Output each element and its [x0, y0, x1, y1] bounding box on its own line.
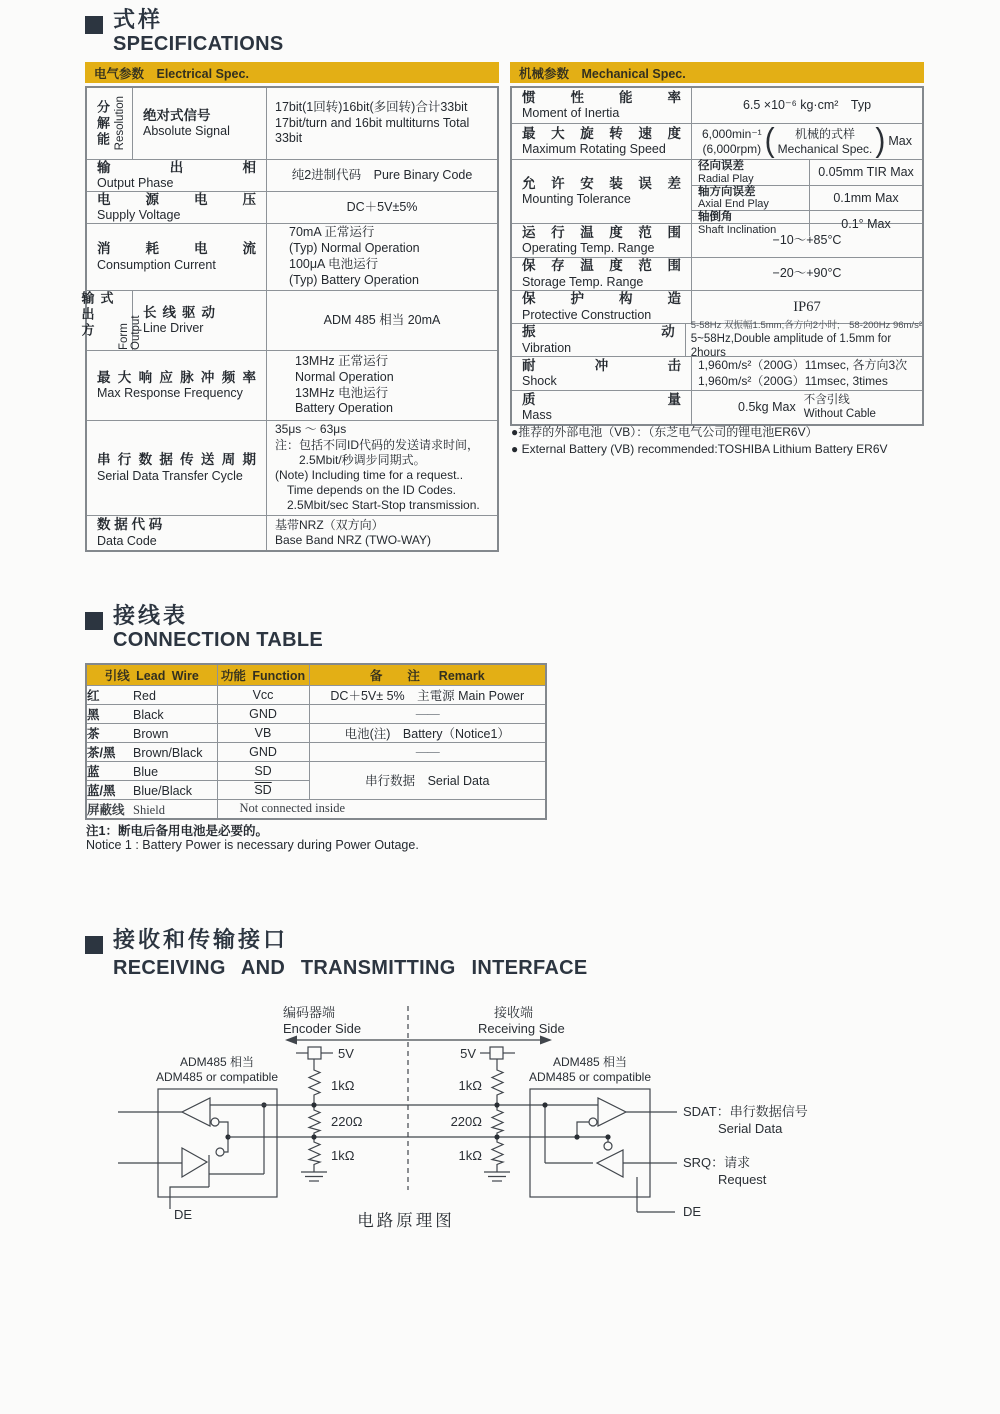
electrical-table-body [79, 86, 499, 552]
wire-color-en: Black [133, 707, 164, 722]
function-cell: SD [217, 761, 309, 780]
row-value [267, 421, 497, 515]
value-line: 5~58Hz,Double amplitude of 1.5mm for 2hours [690, 332, 892, 359]
value-line: 100μA 电池运行 [289, 257, 379, 271]
value-line: 注：包括不同ID代码的发送请求时间， [275, 437, 480, 452]
value-line: Normal Operation [295, 369, 394, 384]
subrow-axial-end-play [692, 185, 922, 211]
table-row-shock [512, 356, 922, 390]
subrow-label [692, 186, 810, 211]
value-line: Time depends on the ID Codes. [275, 483, 456, 498]
table-row-inertia [512, 88, 922, 123]
value-line: 6.5 ×10⁻⁶ kg·cm² Typ [742, 97, 872, 112]
subrow-radial-play [692, 160, 922, 185]
value-line: 1,960m/s²（200G）11msec, 3times [698, 373, 888, 388]
row-value [267, 160, 497, 191]
connection-table [85, 663, 547, 820]
left-transceiver-circuit [118, 1089, 277, 1209]
connection-title-cn: 接线表 [113, 603, 189, 628]
row-label [512, 391, 692, 424]
value-line: IP67 [793, 298, 821, 315]
left-r1-label: 1kΩ [331, 1078, 355, 1093]
lead-wire-cell [86, 742, 217, 761]
receiving-side-label-en: Receiving Side [478, 1021, 565, 1036]
label-en: Serial Data Transfer Cycle [97, 468, 243, 483]
row-value [267, 291, 497, 350]
interface-title-cn: 接收和传输接口 [113, 927, 289, 952]
table-row-consumption-current [87, 223, 497, 290]
label-en: Resolution [114, 96, 126, 151]
table-row-output-phase [87, 159, 497, 191]
right-chip-label-en: ADM485 or compatible [528, 1070, 652, 1084]
table-row-data-code [87, 515, 497, 550]
lead-wire-cell [86, 685, 217, 704]
value-line: Without Cable [803, 407, 876, 420]
label-en: Moment of Inertia [522, 106, 620, 121]
connection-title-en: CONNECTION TABLE [113, 629, 323, 651]
electrical-table-header: 电气参数 Electrical Spec. [85, 62, 499, 83]
subrow-value: 0.1mm Max [833, 191, 899, 206]
wire-color-cn: 蓝 [87, 764, 100, 779]
value-line: 1,960m/s²（200G）11msec, 各方向3次 [698, 358, 908, 373]
interface-circuit-diagram [90, 1000, 970, 1245]
table-row-mass [512, 390, 922, 424]
srq-label: SRQ：请求 [683, 1155, 751, 1170]
mechanical-spec-table [510, 62, 924, 426]
subrow-label [692, 160, 810, 185]
label-en: Axial End Play [698, 198, 769, 211]
table-row-serial-cycle [87, 420, 497, 515]
left-de-label: DE [174, 1207, 193, 1222]
label-cn: 惯 性 能 率 [522, 89, 681, 105]
table-row-rotating-speed [512, 123, 922, 159]
value-line: −20～+90°C [772, 266, 842, 281]
label-cn: 允 许 安 装 误 差 [522, 175, 681, 191]
srq-sublabel: Request [718, 1172, 767, 1187]
encoder-side-label-en: Encoder Side [283, 1021, 362, 1036]
connection-note-en: Notice 1 : Battery Power is necessary during Power Outage. [86, 838, 419, 852]
left-r2-label: 220Ω [331, 1114, 363, 1129]
lead-wire-cell [86, 799, 217, 819]
label-cn: 轴倒角 [698, 211, 733, 224]
label-cn: 振 动 [522, 324, 675, 340]
row-value [692, 258, 922, 290]
table-row-operating-temp [512, 223, 922, 257]
label-en: Supply Voltage [97, 208, 181, 223]
label-en: Output Form [117, 315, 142, 350]
table-row-resolution [87, 88, 497, 159]
row-value [692, 291, 922, 323]
value-line: (Typ) Battery Operation [289, 272, 419, 287]
label-en: Storage Temp. Range [522, 274, 644, 289]
function-cell: GND [217, 742, 309, 761]
table-row-protective [512, 290, 922, 323]
label-cn: 消 耗 电 流 [97, 241, 256, 257]
remark-cell: 电池(注) Battery（Notice1） [309, 723, 546, 742]
table-row-brown-black [86, 742, 546, 761]
value-line: Base Band NRZ (TWO-WAY) [275, 533, 432, 547]
table-row-output-form [79, 290, 497, 350]
row-label [133, 291, 267, 350]
label-en: Data Code [97, 533, 157, 548]
paren-content [778, 127, 873, 157]
right-r3-label: 1kΩ [458, 1148, 482, 1163]
row-label [87, 421, 267, 515]
battery-notes [511, 424, 888, 458]
mechanical-table-body [510, 86, 924, 426]
mechanical-table-header: 机械参数 Mechanical Spec. [510, 62, 924, 83]
table-row-brown [86, 723, 546, 742]
right-r1-label: 1kΩ [458, 1078, 482, 1093]
remark-cell-serial-data: 串行数据 Serial Data [309, 761, 546, 799]
row-value [267, 351, 497, 420]
table-row-black [86, 704, 546, 723]
value-line: 基带NRZ（双方向） [275, 517, 384, 532]
row-value [267, 88, 497, 159]
value-line: 2.5Mbit/秒调步同期式。 [275, 452, 426, 467]
value-line: (6,000rpm) [702, 141, 762, 156]
function-cell: Vcc [217, 685, 309, 704]
wire-color-en: Blue/Black [133, 783, 193, 798]
row-value [692, 357, 922, 390]
wire-color-en: Shield [133, 802, 165, 817]
right-5v-label: 5V [460, 1046, 476, 1061]
spec-title-en: SPECIFICATIONS [113, 33, 284, 55]
label-cn: 输 出 相 [97, 159, 256, 175]
value-line: Battery Operation [295, 401, 393, 416]
wire-color-cn: 红 [87, 688, 100, 703]
label-cn: 分解能 [95, 99, 110, 148]
label-cn: 保 存 温 度 范 围 [522, 258, 681, 274]
wire-color-en: Brown/Black [133, 745, 203, 760]
value-line: 纯2进制代码 Pure Binary Code [291, 167, 473, 182]
section-bullet-icon [85, 612, 103, 630]
right-transceiver-circuit [530, 1089, 677, 1212]
table-row-supply-voltage [87, 191, 497, 223]
label-en: Maximum Rotating Speed [522, 142, 666, 157]
value-line: (Note) Including time for a request.. [275, 468, 464, 482]
wire-color-en: Red [133, 688, 156, 703]
diagram-caption: 电路原理图 [357, 1212, 455, 1230]
encoder-side-label-cn: 编码器端 [283, 1005, 336, 1020]
row-label [87, 516, 267, 550]
spec-title-cn: 式样 [113, 7, 164, 32]
row-label [87, 224, 267, 290]
row-label [512, 88, 692, 123]
row-label [87, 160, 267, 191]
signal-rails [210, 1105, 608, 1137]
left-r3-label: 1kΩ [331, 1148, 355, 1163]
remark-cell: —— [309, 704, 546, 723]
remark-cell: —— [309, 742, 546, 761]
row-label [512, 160, 692, 223]
row-label [512, 124, 692, 159]
receiving-side-label-cn: 接收端 [494, 1005, 534, 1020]
row-value [692, 124, 922, 159]
value-line: 机械的式样 [795, 126, 856, 141]
row-label [512, 258, 692, 290]
paren-open: ( [764, 122, 775, 160]
table-row-max-response [87, 350, 497, 420]
row-value [692, 391, 922, 424]
value-line: −10～+85°C [772, 232, 842, 247]
value-line: (Typ) Normal Operation [289, 241, 420, 256]
left-chip-label-cn: ADM485 相当 [179, 1055, 255, 1069]
row-label [512, 291, 692, 323]
speed-values [702, 127, 762, 157]
header-remark: 备 注 Remark [309, 664, 546, 685]
value-line: Mechanical Spec. [777, 141, 873, 156]
wire-color-en: Blue [133, 764, 159, 779]
row-value [692, 224, 922, 257]
connection-header-row [86, 664, 546, 685]
wire-color-cn: 茶/黑 [87, 745, 116, 760]
wire-color-cn: 黑 [87, 707, 100, 722]
label-cn: 最 大 旋 转 速 度 [522, 125, 681, 141]
label-en: Output Phase [97, 176, 174, 191]
label-cn: 最 大 响 应 脉 冲 频 率 [97, 369, 256, 385]
label-en: Shaft Inclination [698, 224, 777, 237]
lead-wire-cell [86, 704, 217, 723]
left-termination-network [296, 1047, 333, 1181]
row-value [267, 192, 497, 223]
label-en: Line Driver [143, 321, 204, 336]
section-bullet-icon [85, 16, 103, 34]
value-suffix: Max [888, 133, 913, 148]
label-cn: 径向误差 [698, 160, 744, 172]
note-line: ●推荐的外部电池（VB）：（东芝电气公司的锂电池ER6V） [511, 425, 818, 439]
wire-color-en: Brown [133, 726, 169, 741]
right-termination-network [480, 1047, 515, 1181]
label-en: Protective Construction [522, 307, 652, 322]
function-cell: VB [217, 723, 309, 742]
right-r2-label: 220Ω [450, 1114, 482, 1129]
subrow-value: 0.05mm TIR Max [818, 165, 914, 180]
connection-note-cn: 注1：断电后备用电池是必要的。 [86, 824, 268, 838]
table-row-shield [86, 799, 546, 819]
note-line: ● External Battery (VB) recommended:TOSHIBA Lithium Battery ER6V [511, 442, 888, 456]
value-line: 13MHz 电池运行 [295, 385, 389, 400]
interface-title-en: RECEIVING AND TRANSMITTING INTERFACE [113, 957, 588, 979]
section-bullet-icon [85, 936, 103, 954]
label-cn: 绝对式信号 [143, 107, 211, 123]
sdat-label: SDAT：串行数据信号 [683, 1104, 808, 1119]
left-5v-label: 5V [338, 1046, 354, 1061]
label-cn: 电 源 电 压 [97, 191, 256, 207]
sdat-sublabel: Serial Data [718, 1121, 783, 1136]
output-form-rotated-cell [79, 291, 142, 350]
row-label [87, 351, 267, 420]
label-cn: 输出方式 [79, 291, 114, 339]
row-value [692, 88, 922, 123]
electrical-spec-table [79, 62, 499, 552]
paren-close: ) [875, 122, 886, 160]
function-cell: Not connected inside [217, 799, 546, 819]
header-function: 功能 Function [217, 664, 309, 685]
row-label [512, 224, 692, 257]
label-en: Absolute Signal [143, 124, 230, 139]
function-cell-sd-bar: $\overline{SD}$ [217, 780, 309, 799]
value-line: 0.5kg Max [738, 399, 796, 414]
table-row-storage-temp [512, 257, 922, 290]
function-cell: GND [217, 704, 309, 723]
remark-cell: DC＋5V± 5% 主電源 Main Power [309, 685, 546, 704]
row-label [133, 88, 267, 159]
row-value [267, 224, 497, 290]
value-line: 6,000min⁻¹ [701, 126, 762, 141]
row-label [512, 324, 686, 356]
label-cn: 串 行 数 据 传 送 周 期 [97, 452, 256, 468]
resolution-rotated-cell [87, 88, 133, 159]
label-cn: 轴方向误差 [698, 185, 756, 198]
value-line: 70mA 正常运行 [289, 225, 375, 240]
label-en: Mounting Tolerance [522, 192, 631, 207]
value-line: 17bit/turn and 16bit multiturns Total 33bit [275, 115, 470, 146]
side-arrow [285, 1036, 552, 1045]
label-en: Consumption Current [97, 257, 216, 272]
label-cn: 长 线 驱 动 [143, 304, 215, 320]
row-label [512, 357, 692, 390]
wire-color-cn: 屏蔽线 [87, 802, 125, 817]
mass-note [804, 394, 876, 420]
right-de-label: DE [683, 1204, 702, 1219]
label-cn: 运 行 温 度 范 围 [522, 224, 681, 240]
label-en: Vibration [522, 340, 572, 355]
label-en: Radial Play [698, 172, 754, 185]
wire-color-cn: 茶 [87, 726, 100, 741]
value-line: 35μs ～ 63μs [275, 422, 347, 437]
left-chip-label-en: ADM485 or compatible [155, 1070, 279, 1084]
value-line: 13MHz 正常运行 [295, 353, 389, 368]
row-label [87, 192, 267, 223]
row-value [267, 516, 497, 550]
wire-color-cn: 蓝/黑 [87, 783, 116, 798]
lead-wire-cell [86, 761, 217, 780]
value-line: 5-58Hz 双振幅1.5mm;各方向2小时; 58-200Hz 96m/s² [690, 319, 922, 331]
value-line: DC＋5V±5% [346, 199, 418, 214]
label-cn: 数 据 代 码 [97, 517, 163, 533]
value-line: ADM 485 相当 20mA [323, 312, 441, 327]
value-line: 不含引线 [803, 394, 850, 407]
label-cn: 保 护 构 造 [522, 291, 681, 307]
table-row-red [86, 685, 546, 704]
label-en: Operating Temp. Range [522, 241, 655, 256]
lead-wire-cell [86, 780, 217, 799]
label-cn: 质 量 [522, 391, 681, 407]
table-row-blue [86, 761, 546, 780]
lead-wire-cell [86, 723, 217, 742]
value-line: 2.5Mbit/sec Start-Stop transmission. [275, 498, 480, 513]
value-line: 17bit(1回转)16bit(多回转)合计33bit [275, 99, 468, 114]
subrow-value: 0.1° Max [841, 216, 891, 231]
label-en: Max Response Frequency [97, 386, 243, 401]
mounting-subtable [692, 160, 922, 237]
header-lead-wire: 引线 Lead Wire [86, 664, 217, 685]
row-value [686, 319, 922, 359]
right-chip-label-cn: ADM485 相当 [552, 1055, 628, 1069]
table-row-vibration [512, 319, 922, 359]
label-cn: 耐 冲 击 [522, 357, 681, 373]
label-en: Mass [522, 408, 552, 423]
label-en: Shock [522, 374, 557, 389]
